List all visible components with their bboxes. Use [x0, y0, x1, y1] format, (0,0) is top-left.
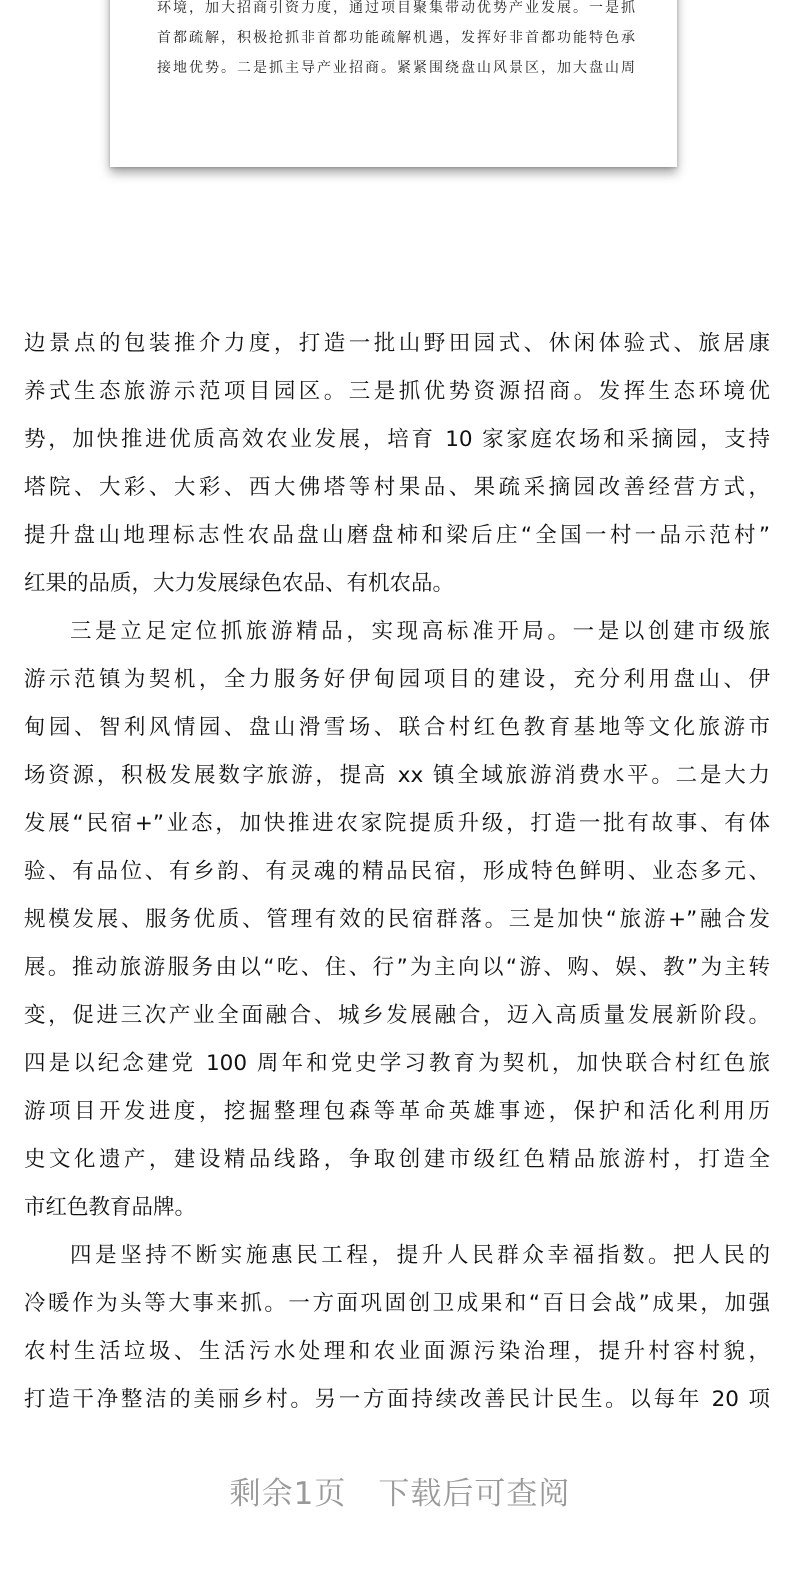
- paragraph-line: 游示范镇为契机，全力服务好伊甸园项目的建设，充分利用盘山、伊: [24, 667, 770, 692]
- preview-card-line: 接地优势。二是抓主导产业招商。紧紧围绕盘山风景区，加大盘山周: [157, 60, 635, 76]
- paragraph: [24, 1232, 770, 1424]
- paragraph-line: 农村生活垃圾、生活污水处理和农业面源污染治理，提升村容村貌，: [24, 1339, 770, 1364]
- paragraph: [24, 608, 770, 1232]
- paragraph-line: 验、有品位、有乡韵、有灵魂的精品民宿，形成特色鲜明、业态多元、: [24, 859, 770, 884]
- preview-card-text: [157, 0, 635, 83]
- preview-card-line: 环境，加大招商引资力度，通过项目聚集带动优势产业发展。一是抓: [157, 0, 635, 16]
- paragraph-line: 养式生态旅游示范项目园区。三是抓优势资源招商。发挥生态环境优: [24, 379, 770, 404]
- paragraph: [24, 320, 770, 608]
- paragraph-line: 势，加快推进优质高效农业发展，培育 10 家家庭农场和采摘园，支持: [24, 427, 770, 452]
- paragraph-line: 变，促进三次产业全面融合、城乡发展融合，迈入高质量发展新阶段。: [24, 1003, 770, 1028]
- preview-card-line: 首都疏解，积极抢抓非首都功能疏解机遇，发挥好非首都功能特色承: [157, 30, 635, 46]
- paragraph-line: 打造干净整洁的美丽乡村。另一方面持续改善民计民生。以每年 20 项: [24, 1387, 770, 1412]
- paragraph-line: 塔院、大彩、大彩、西大佛塔等村果品、果疏采摘园改善经营方式，: [24, 475, 770, 500]
- paragraph-line: 发展“民宿+”业态，加快推进农家院提质升级，打造一批有故事、有体: [24, 811, 770, 836]
- paragraph-line: 场资源，积极发展数字旅游，提高 xx 镇全域旅游消费水平。二是大力: [24, 763, 770, 788]
- preview-page-card: [110, 0, 677, 167]
- paragraph-line: 甸园、智利风情园、盘山滑雪场、联合村红色教育基地等文化旅游市: [24, 715, 770, 740]
- paragraph-line: 游项目开发进度，挖掘整理包森等革命英雄事迹，保护和活化利用历: [24, 1099, 770, 1124]
- paragraph-line: 边景点的包装推介力度，打造一批山野田园式、休闲体验式、旅居康: [24, 331, 770, 356]
- paragraph-line: 四是以纪念建党 100 周年和党史学习教育为契机，加快联合村红色旅: [24, 1051, 770, 1076]
- paragraph-line: 史文化遗产，建设精品线路，争取创建市级红色精品旅游村，打造全: [24, 1147, 770, 1172]
- paragraph-line: 冷暖作为头等大事来抓。一方面巩固创卫成果和“百日会战”成果，加强: [24, 1291, 770, 1316]
- paragraph-line: 三是立足定位抓旅游精品，实现高标准开局。一是以创建市级旅: [70, 619, 770, 644]
- download-prompt[interactable]: [0, 1468, 800, 1513]
- paragraph-line: 提升盘山地理标志性农品盘山磨盘柿和梁后庄“全国一村一品示范村”: [24, 523, 770, 548]
- paragraph-line: 展。推动旅游服务由以“吃、住、行”为主向以“游、购、娱、教”为主转: [24, 955, 770, 980]
- download-hint-label[interactable]: 下载后可查阅: [378, 1476, 571, 1512]
- paragraph-line: 规模发展、服务优质、管理有效的民宿群落。三是加快“旅游+”融合发: [24, 907, 770, 932]
- document-body: [24, 320, 770, 1424]
- paragraph-line: 市红色教育品牌。: [24, 1195, 197, 1220]
- paragraph-line: 红果的品质，大力发展绿色农品、有机农品。: [24, 571, 455, 596]
- paragraph-line: 四是坚持不断实施惠民工程，提升人民群众幸福指数。把人民的: [70, 1243, 770, 1268]
- remaining-pages-label[interactable]: 剩余1页: [229, 1476, 347, 1512]
